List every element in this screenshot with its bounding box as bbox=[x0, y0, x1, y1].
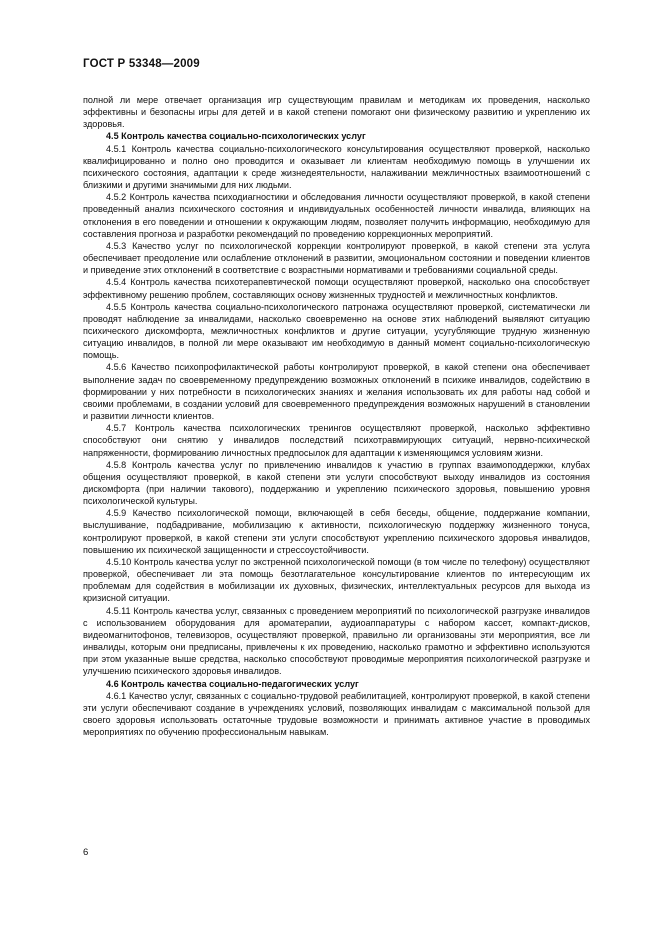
paragraph-4-5-11: 4.5.11 Контроль качества услуг, связанных с проведением мероприятий по психологической разгрузке инвалидов с использованием оборудования для ароматерапии, аудиоаппаратуры с набором кассет, компакт-дисков, видеомагнитофонов, телевизоров, осуществляют проверкой, правильно ли организованы эти мероприятия, все ли инвалиды, которым они предписаны, привлечены к их проведению, насколько грамотно и эффективно используются при этом указанные выше средства, насколько способствуют проводимые мероприятия психологической разгрузке и улучшению психического здоровья инвалидов. bbox=[83, 605, 590, 677]
page-number: 6 bbox=[83, 847, 89, 858]
paragraph-4-5-5: 4.5.5 Контроль качества социально-психологического патронажа осуществляют проверкой, систематически ли проводят наблюдение за инвалидами, насколько своевременно на основе этих наблюдений выявляют ситуацию психического дискомфорта, межличностных конфликтов и другие ситуации, усугубляющие трудную жизненную ситуацию инвалидов, в полной ли мере оказывают им необходимую в данный момент социально-психологическую помощь. bbox=[83, 301, 590, 361]
paragraph-4-5-7: 4.5.7 Контроль качества психологических тренингов осуществляют проверкой, насколько эффективно способствуют они снятию у инвалидов последствий психотравмирующих ситуаций, нервно-психической напряженности, формированию личностных предпосылок для адаптации к изменяющимся условиям жизни. bbox=[83, 423, 590, 458]
paragraph-continuation: полной ли мере отвечает организация игр существующим правилам и методикам их проведения, насколько эффективны и безопасны игры для детей и в какой степени помогают они физическому развитию и укреплению их здоровья. bbox=[83, 95, 590, 130]
paragraph-4-6-1: 4.6.1 Качество услуг, связанных с социально-трудовой реабилитацией, контролируют проверкой, в какой степени эти услуги обеспечивают создание в учреждениях условий, позволяющих инвалидам с максимальной пользой для своего здоровья использовать остаточные трудовые возможности и принимать активное участие в проводимых мероприятиях по обучению профессиональным навыкам. bbox=[83, 690, 590, 738]
paragraph-4-5-4: 4.5.4 Контроль качества психотерапевтической помощи осуществляют проверкой, насколько она способствует эффективному решению проблем, составляющих основу жизненных трудностей и межличностных конфликтов. bbox=[83, 277, 590, 300]
document-body bbox=[83, 94, 590, 738]
document-header: ГОСТ Р 53348—2009 bbox=[83, 58, 200, 70]
paragraph-4-5-3: 4.5.3 Качество услуг по психологической коррекции контролируют проверкой, в какой степени эта услуга обеспечивает преодоление или ослабление отклонений в развитии, эмоциональном состоянии и поведении клиентов и приведение этих отклонений в соответствие с возрастными нормативами и требованиями социальной среды. bbox=[83, 240, 590, 276]
paragraph-4-5-9: 4.5.9 Качество психологической помощи, включающей в себя беседы, общение, поддержание компании, выслушивание, подбадривание, мобилизацию к активности, психологическую поддержку жизненного тонуса, контролируют проверкой, в какой степени эти услуги способствуют укреплению психического здоровья инвалидов, повышению их психической защищенности и стрессоустойчивости. bbox=[83, 508, 590, 555]
paragraph-4-5-10: 4.5.10 Контроль качества услуг по экстренной психологической помощи (в том числе по телефону) осуществляют проверкой, обеспечивает ли эта помощь безотлагательное консультирование клиентов по интересующим их проблемам для содействия в мобилизации их духовных, физических, интеллектуальных ресурсов для выхода из кризисной ситуации. bbox=[83, 556, 590, 604]
paragraph-4-5-1: 4.5.1 Контроль качества социально-психологического консультирования осуществляют проверкой, насколько квалифицированно и полно оно проводится и оказывает ли клиентам необходимую помощь в улучшении их психического состояния, адаптации к среде жизнедеятельности, налаживании межличностных взаимоотношений с близкими и другими значимыми для них людьми. bbox=[83, 143, 590, 191]
paragraph-4-5-2: 4.5.2 Контроль качества психодиагностики и обследования личности осуществляют проверкой, в какой степени проведенный анализ психического состояния и индивидуальных особенностей личности инвалида, влияющих на отклонения в его поведении и отношении к окружающим людям, позволяет получить информацию, необходимую для составления прогноза и разработки рекомендаций по проведению коррекционных мероприятий. bbox=[83, 192, 590, 239]
section-heading-4-5: 4.5 Контроль качества социально-психологических услуг bbox=[106, 131, 366, 142]
paragraph-4-5-6: 4.5.6 Качество психопрофилактической работы контролируют проверкой, в какой степени она обеспечивает выполнение задач по своевременному предупреждению возможных отклонений в психике инвалидов, содействию в формировании у них потребности в психологических знаниях и желания использовать их для работы над собой и своими проблемами, в создании условий для своевременного предупреждения возможных нарушений в становлении и развитии личности клиентов. bbox=[83, 362, 590, 422]
section-heading-4-6: 4.6 Контроль качества социально-педагогических услуг bbox=[106, 678, 359, 689]
paragraph-4-5-8: 4.5.8 Контроль качества услуг по привлечению инвалидов к участию в группах взаимоподдержки, клубах общения осуществляют проверкой, в какой степени эти услуги способствуют выходу инвалидов из состояния дискомфорта (при наличии такового), поддержанию и укреплению психического здоровья, повышению уровня психологической культуры. bbox=[83, 459, 590, 507]
